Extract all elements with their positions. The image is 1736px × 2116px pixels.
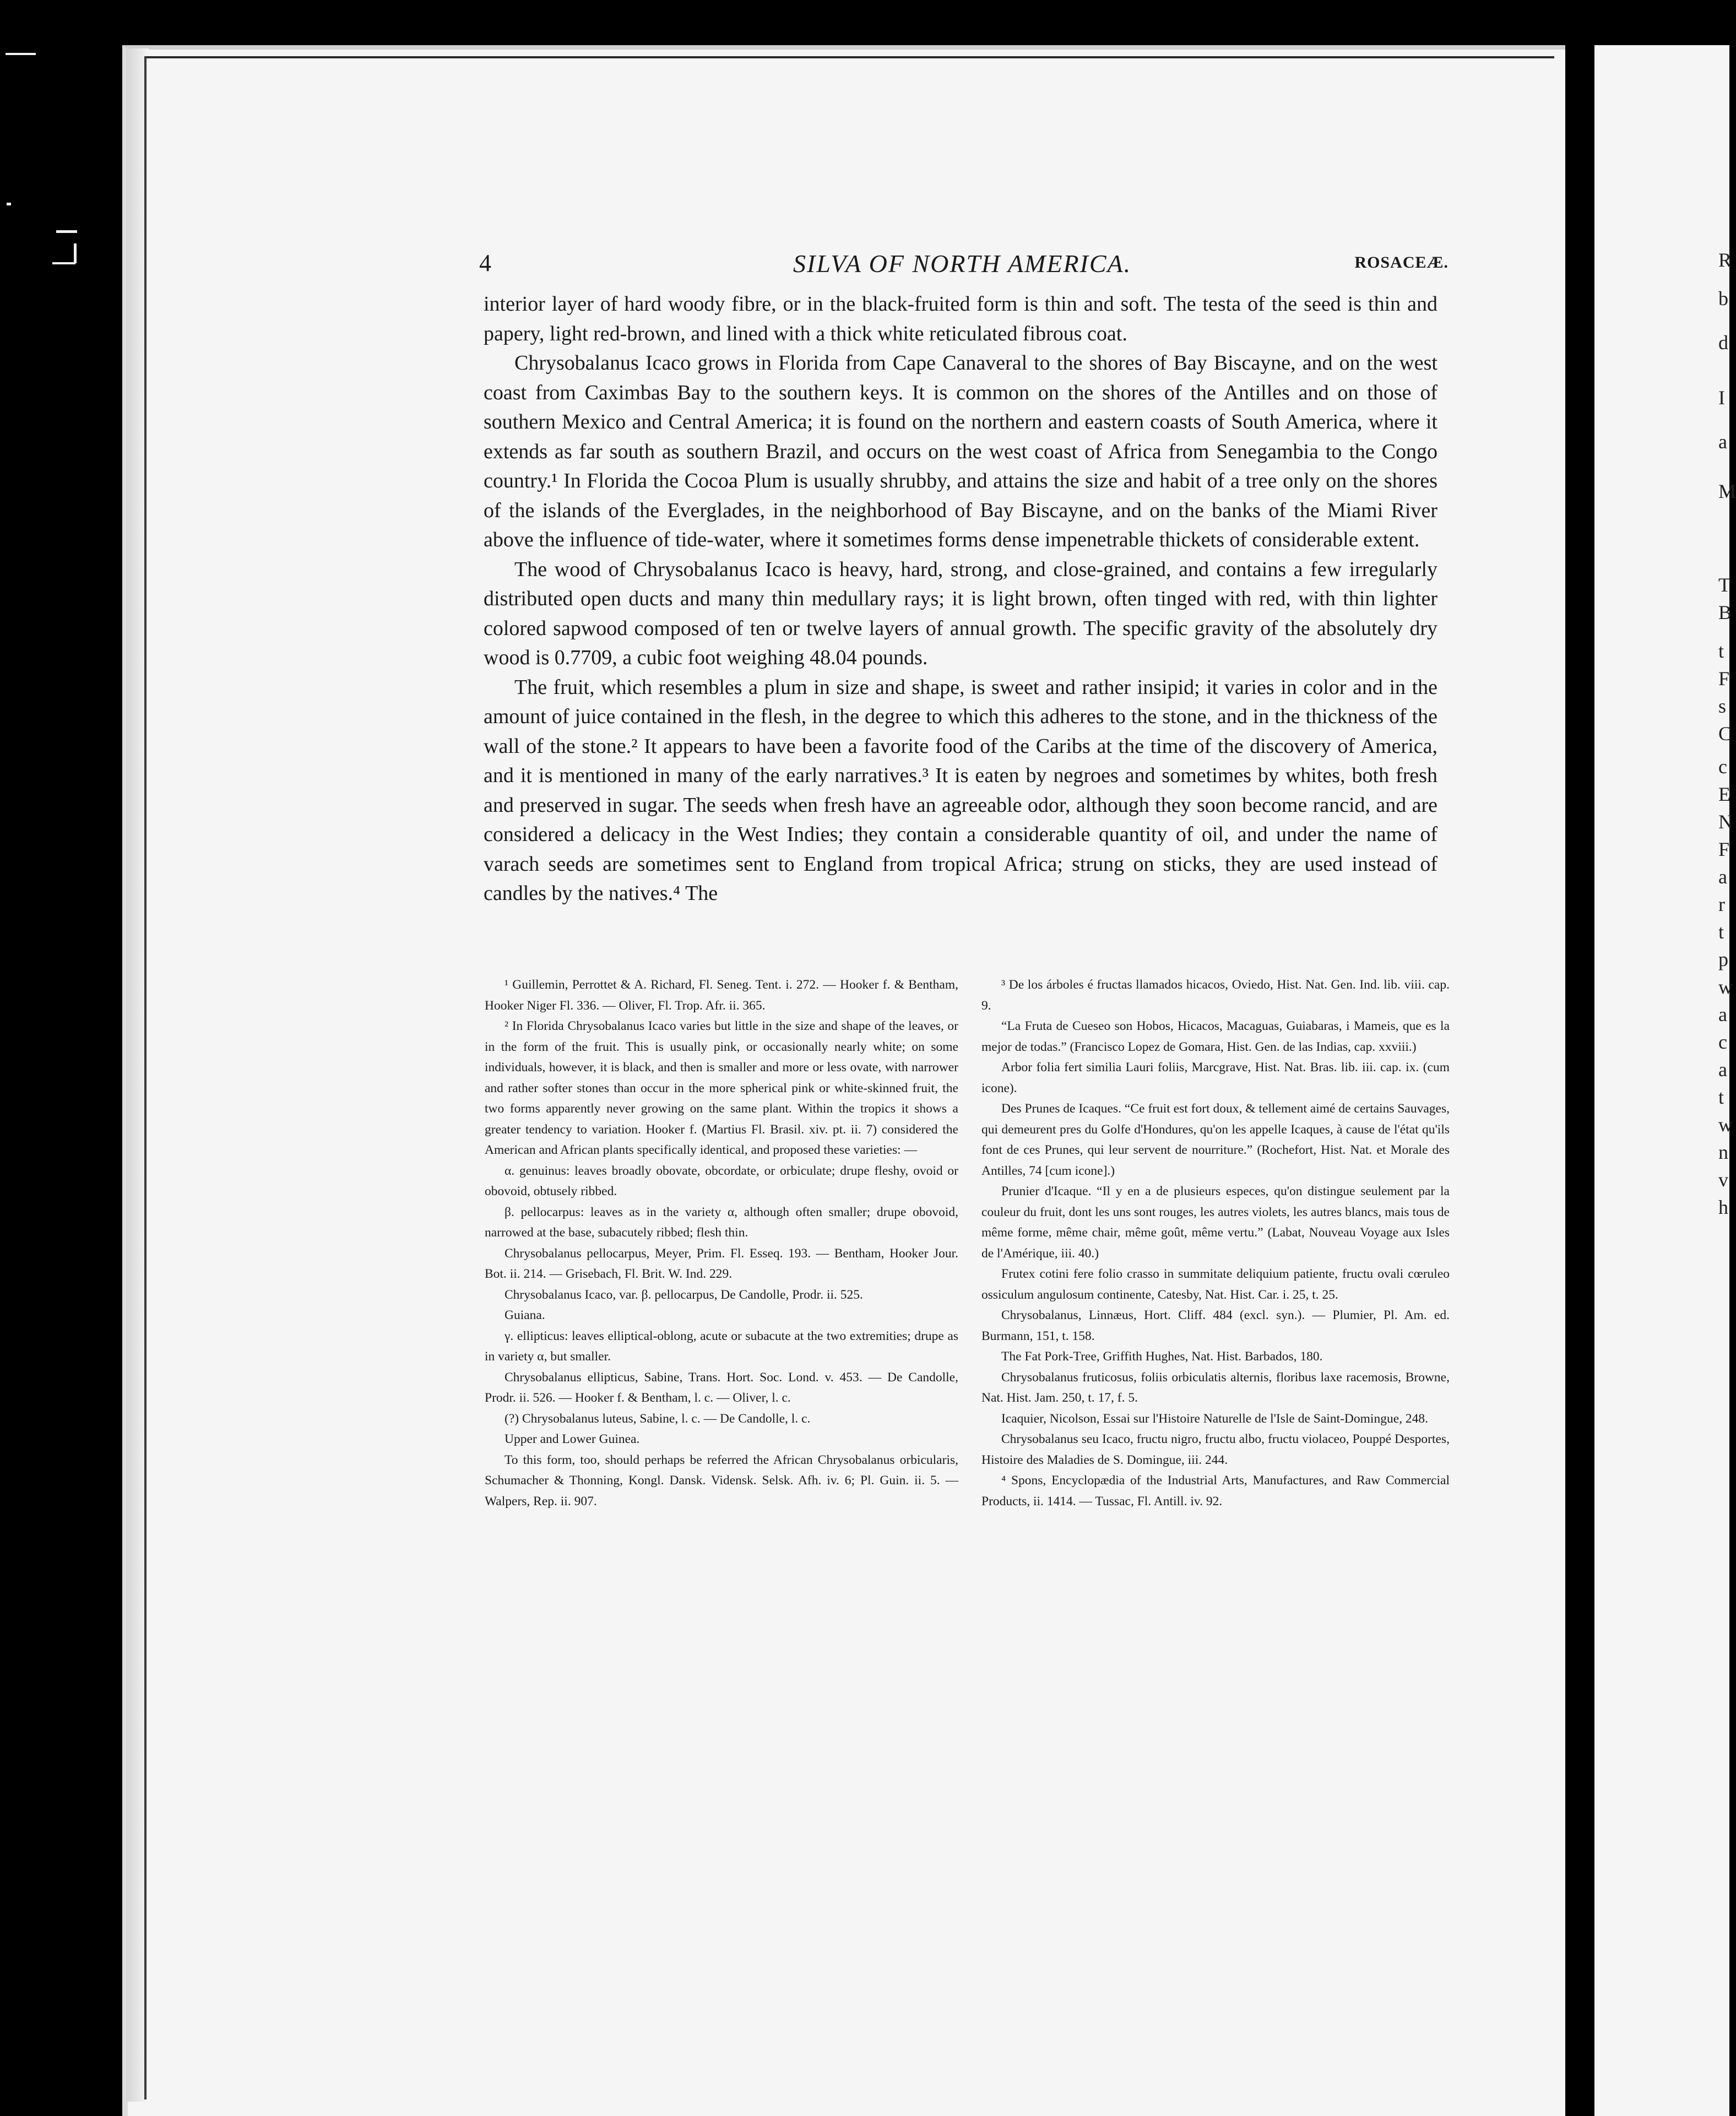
facing-page-letter: T — [1718, 574, 1730, 596]
page-number: 4 — [479, 249, 491, 276]
body-paragraph: Chrysobalanus Icaco grows in Florida from Cape Canaveral to the shores of Bay Biscayne, and on the west coast from Caximbas Bay to the southern keys. It is common on the shores of the Antilles and on those of southern Mexico and Central America; it is found on the northern and eastern coasts of South America, where it extends as far south as southern Brazil, and occurs on the west coast of Africa from Senegambia to the Congo country.¹ In Florida the Cocoa Plum is usually shrubby, and attains the size and habit of a tree only on the shores of the islands of the Everglades, in the neighborhood of Bay Biscayne, and on the banks of the Miami River above the influence of tide-water, where it sometimes forms dense impenetrable thickets of considerable extent. — [484, 351, 1437, 551]
scan-mark — [7, 203, 11, 205]
footnotes-left-column — [485, 975, 958, 1512]
section-label: ROSACEÆ. — [1354, 253, 1449, 272]
facing-page-letter: c — [1718, 1031, 1727, 1053]
page-top-border — [144, 56, 1554, 58]
footnote: ¹ Guillemin, Perrottet & A. Richard, Fl. Seneg. Tent. i. 272. — Hooker f. & Bentham, Hooker Niger Fl. 336. — Oliver, Fl. Trop. Afr. ii. 365. — [485, 978, 958, 1013]
facing-page-letter: a — [1718, 431, 1727, 453]
page-left-border — [144, 56, 147, 2099]
facing-page-letter: n — [1718, 1141, 1728, 1163]
footnote: Upper and Lower Guinea. — [504, 1432, 640, 1446]
scan-mark — [56, 230, 77, 233]
footnote: Chrysobalanus Icaco, var. β. pellocarpus, De Candolle, Prodr. ii. 525. — [504, 1287, 863, 1302]
body-paragraph: The wood of Chrysobalanus Icaco is heavy, hard, strong, and close-grained, and contains a few irregularly distributed open ducts and many thin medullary rays; it is light brown, often tinged with red, with thin lighter colored sapwood composed of ten or twelve layers of annual growth. The specific gravity of the absolutely dry wood is 0.7709, a cubic foot weighing 48.04 pounds. — [484, 557, 1437, 669]
footnote: To this form, too, should perhaps be referred the African Chrysobalanus orbicularis, Schumacher & Thonning, Kongl. Dansk. Vidensk. Selsk. Afh. iv. 6; Pl. Guin. ii. 5. — Walpers, Rep. ii. 907. — [485, 1452, 958, 1509]
footnote: β. pellocarpus: leaves as in the variety α, although often smaller; drupe obovoid, narrowed at the base, subacutely ribbed; flesh thin. — [485, 1205, 958, 1240]
footnote: Arbor folia fert similia Lauri foliis, Marcgrave, Hist. Nat. Bras. lib. iii. cap. ix. (cum icone). — [981, 1060, 1450, 1095]
footnote: Icaquier, Nicolson, Essai sur l'Histoire Naturelle de l'Isle de Saint-Domingue, 248. — [1001, 1411, 1429, 1426]
facing-page-letter: h — [1718, 1196, 1728, 1218]
footnote: Chrysobalanus pellocarpus, Meyer, Prim. Fl. Esseq. 193. — Bentham, Hooker Jour. Bot. ii. 214. — Grisebach, Fl. Brit. W. Ind. 229. — [485, 1246, 958, 1281]
footnote: Frutex cotini fere folio crasso in summitate deliquium patiente, fructu ovali cœruleo ossiculum angulosum continente, Catesby, Nat. Hist. Car. i. 25, t. 25. — [981, 1267, 1450, 1302]
facing-page-letter: B — [1718, 601, 1732, 623]
facing-page-letter: F — [1718, 668, 1730, 690]
facing-page-letter: I — [1718, 387, 1725, 409]
facing-page-letter: p — [1718, 948, 1728, 970]
footnote: Des Prunes de Icaques. “Ce fruit est fort doux, & tellement aimé de certains Sauvages, qui demeurent pres du Golfe d'Hondures, qu'on les appelle Icaques, à cause de l'état qu'ils font de ces Prunes, qui leur servent de nourriture.” (Rochefort, Hist. Nat. et Morale des Antilles, 74 [cum icone].) — [981, 1102, 1450, 1178]
facing-page-strip — [1594, 45, 1736, 2116]
footnote: ³ De los árboles é fructas llamados hicacos, Oviedo, Hist. Nat. Gen. Ind. lib. viii. cap. 9. — [981, 978, 1450, 1013]
facing-page-letter: R — [1718, 249, 1732, 271]
facing-page-letter: t — [1718, 640, 1724, 662]
footnote: Prunier d'Icaque. “Il y en a de plusieurs especes, qu'on distingue seulement par la couleur du fruit, dont les uns sont rouges, les autres violets, les autres blancs, mais tous de même forme, même chair, même goût, même vertu.” (Labat, Nouveau Voyage aux Isles de l'Amérique, iii. 40.) — [981, 1184, 1450, 1261]
footnote: Chrysobalanus fruticosus, foliis orbiculatis alternis, floribus laxe racemosis, Browne, Nat. Hist. Jam. 250, t. 17, f. 5. — [981, 1370, 1450, 1405]
facing-page-letter: c — [1718, 756, 1727, 778]
footnote: Guiana. — [504, 1308, 545, 1322]
facing-page-letter: r — [1718, 893, 1725, 915]
body-paragraph: The fruit, which resembles a plum in size and shape, is sweet and rather insipid; it varies in color and in the amount of juice contained in the flesh, in the degree to which this adheres to the stone, and in the thickness of the wall of the stone.² It appears to have been a favorite food of the Caribs at the time of the discovery of America, and it is mentioned in many of the early narratives.³ It is eaten by negroes and sometimes by whites, both fresh and preserved in sugar. The seeds when fresh have an agreeable odor, although they soon become rancid, and are considered a delicacy in the West Indies; they contain a considerable quantity of oil, and under the name of varach seeds are sometimes sent to England from tropical Africa; strung on sticks, they are used instead of candles by the natives.⁴ The — [484, 675, 1437, 905]
footnote: Chrysobalanus, Linnæus, Hort. Cliff. 484 (excl. syn.). — Plumier, Pl. Am. ed. Burmann, 151, t. 158. — [981, 1308, 1450, 1343]
running-title: SILVA OF NORTH AMERICA. — [793, 249, 1132, 278]
footnotes-right-column — [981, 975, 1450, 1512]
facing-page-letter: M — [1718, 480, 1736, 502]
footnote: Chrysobalanus ellipticus, Sabine, Trans. Hort. Soc. Lond. v. 453. — De Candolle, Prodr. ii. 526. — Hooker f. & Bentham, l. c. — Oliver, l. c. — [485, 1370, 958, 1405]
facing-page-letter: d — [1718, 332, 1728, 354]
main-text — [484, 290, 1437, 909]
facing-page-letter: C — [1718, 723, 1732, 745]
scan-margin — [0, 0, 116, 2102]
scan-mark — [74, 243, 77, 263]
scan-mark — [6, 53, 36, 55]
footnote: ⁴ Spons, Encyclopædia of the Industrial Arts, Manufactures, and Raw Commercial Products, ii. 1414. — Tussac, Fl. Antill. iv. 92. — [981, 1473, 1450, 1509]
facing-page-letter: t — [1718, 921, 1724, 943]
facing-page-letter: N — [1718, 811, 1733, 833]
page-header — [479, 249, 1449, 282]
facing-page-letter: a — [1718, 866, 1727, 888]
facing-page-letter: b — [1718, 287, 1728, 310]
facing-page-letter: E — [1718, 783, 1730, 805]
scan-mark — [52, 262, 75, 264]
footnote: α. genuinus: leaves broadly obovate, obcordate, or orbiculate; drupe fleshy, ovoid or obovoid, obtusely ribbed. — [485, 1163, 958, 1198]
facing-page-letter: w — [1718, 976, 1733, 998]
facing-page-letter: v — [1718, 1169, 1728, 1191]
facing-page-letter: w — [1718, 1114, 1733, 1136]
facing-page-letter: F — [1718, 838, 1730, 860]
footnote: Chrysobalanus seu Icaco, fructu nigro, fructu albo, fructu violaceo, Pouppé Desportes, Histoire des Maladies de S. Domingue, iii. 244. — [981, 1432, 1450, 1467]
footnote: (?) Chrysobalanus luteus, Sabine, l. c. — De Candolle, l. c. — [504, 1411, 811, 1426]
facing-page-letter: s — [1718, 695, 1727, 717]
footnote: γ. ellipticus: leaves elliptical-oblong, acute or subacute at the two extremities; drupe as in variety α, but smaller. — [485, 1328, 958, 1364]
footnote: “La Fruta de Cueseo son Hobos, Hicacos, Macaguas, Guiabaras, i Mameis, que es la mejor de todas.” (Francisco Lopez de Gomara, Hist. Gen. de las Indias, cap. xxviii.) — [981, 1019, 1450, 1054]
facing-page-letter: a — [1718, 1003, 1727, 1026]
body-paragraph: interior layer of hard woody fibre, or in the black-fruited form is thin and soft. The testa of the seed is thin and papery, light red-brown, and lined with a thick white reticulated fibrous coat. — [484, 292, 1437, 345]
footnote: ² In Florida Chrysobalanus Icaco varies but little in the size and shape of the leaves, or in the form of the fruit. This is usually pink, or occasionally nearly white; on some individuals, however, it is black, and then is smaller and more or less ovate, with narrower and rather softer stones than occur in the more spherical pink or white-skinned fruit, the two forms apparently never growing on the same plant. Within the tropics it shows a greater tendency to variation. Hooker f. (Martius Fl. Brasil. xiv. pt. ii. 7) considered the American and African plants specifically identical, and proposed these varieties: — — [485, 1019, 958, 1157]
facing-page-letter: t — [1718, 1086, 1724, 1108]
footnote: The Fat Pork-Tree, Griffith Hughes, Nat. Hist. Barbados, 180. — [1001, 1349, 1323, 1364]
facing-page-letter: a — [1718, 1059, 1727, 1081]
